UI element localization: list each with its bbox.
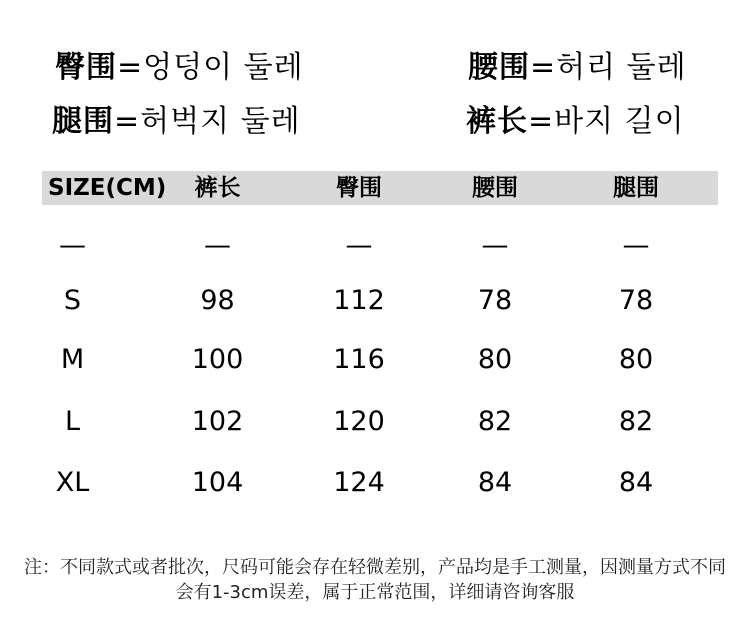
value-cell: — (622, 230, 650, 261)
value-cell: 102 (191, 406, 244, 437)
value-cell: 120 (333, 406, 385, 437)
value-cell: 98 (200, 285, 235, 316)
note-text (0, 555, 750, 605)
legend-term: 腰围 (468, 50, 530, 85)
legend-term: 腿围 (52, 104, 114, 139)
size-cell: XL (55, 467, 90, 498)
legend-term: 臀围 (55, 50, 117, 85)
value-cell: 112 (333, 285, 385, 316)
legend-item-waist (468, 50, 687, 86)
value-cell: 78 (477, 285, 513, 316)
equals-sign: = (114, 104, 141, 139)
table-header-row (0, 174, 710, 202)
value-cell: 82 (618, 406, 654, 437)
value-cell: 104 (191, 467, 244, 498)
value-cell: 80 (618, 344, 654, 375)
column-header-size: SIZE(CM) (48, 175, 167, 201)
value-cell: 84 (477, 467, 513, 498)
table-row-l (0, 405, 710, 439)
value-cell: — (345, 230, 373, 261)
value-cell: 84 (618, 467, 654, 498)
legend-item-hip (55, 50, 304, 86)
column-header-thigh: 腿围 (613, 175, 659, 201)
value-cell: 116 (333, 344, 385, 375)
column-header-waist: 腰围 (472, 175, 518, 201)
value-cell: 80 (477, 344, 513, 375)
equals-sign: = (117, 50, 144, 85)
legend-definition: 바지 길이 (554, 104, 685, 139)
value-cell: 82 (477, 406, 513, 437)
note-line-2: 会有1-3cm误差，属于正常范围，详细请咨询客服 (175, 582, 575, 603)
size-cell: S (63, 285, 82, 316)
value-cell: 78 (618, 285, 654, 316)
legend-term: 裤长 (466, 104, 528, 139)
legend-definition: 허벅지 둘레 (140, 104, 301, 139)
legend-definition: 엉덩이 둘레 (143, 50, 304, 85)
table-row-m (0, 343, 710, 377)
value-cell: 100 (191, 344, 244, 375)
value-cell: — (204, 230, 231, 261)
table-row-s (0, 284, 710, 318)
legend-item-thigh (52, 104, 301, 140)
table-row-dash (0, 229, 710, 263)
value-cell: 124 (333, 467, 385, 498)
note-line-1: 注：不同款式或者批次，尺码可能会存在轻微差别，产品均是手工测量，因测量方式不同 (24, 557, 726, 578)
equals-sign: = (528, 104, 555, 139)
legend-definition: 허리 둘레 (556, 50, 687, 85)
size-cell: — (59, 230, 86, 261)
size-cell: M (60, 344, 85, 375)
equals-sign: = (530, 50, 557, 85)
value-cell: — (481, 230, 509, 261)
legend-item-pants-length (466, 104, 685, 140)
size-cell: L (64, 406, 81, 437)
column-header-pants-length: 裤长 (194, 175, 241, 201)
column-header-hip: 臀围 (336, 175, 382, 201)
table-row-xl (0, 466, 710, 500)
